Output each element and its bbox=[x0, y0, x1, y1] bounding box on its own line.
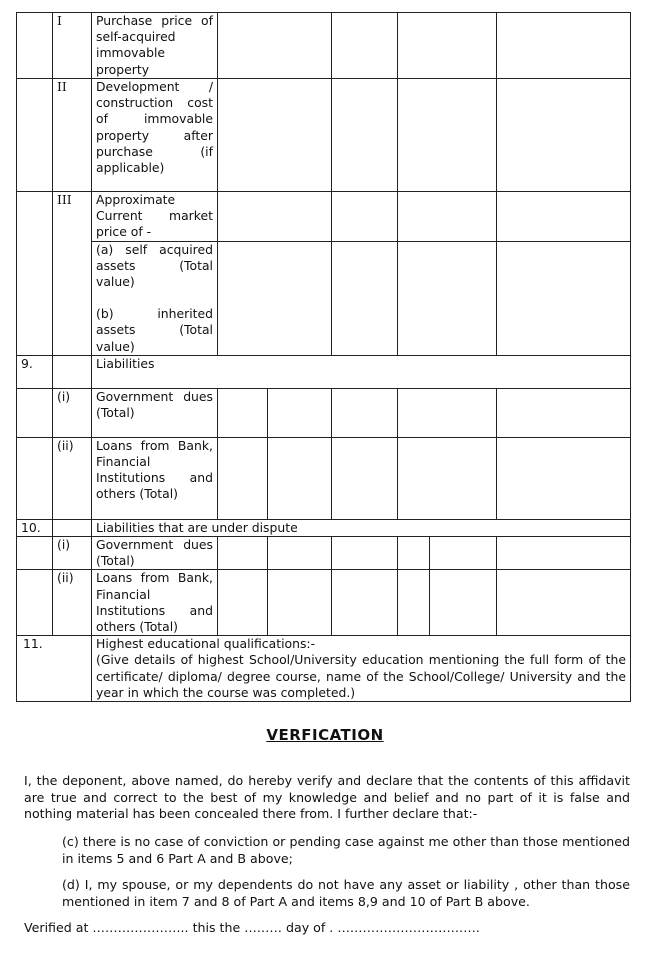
row-description: Purchase price of self-acquired immovable property bbox=[92, 13, 218, 79]
value-cell bbox=[497, 388, 631, 437]
row-number: 9. bbox=[17, 355, 53, 388]
table-row-9 bbox=[17, 355, 631, 388]
value-cell bbox=[332, 13, 398, 79]
row-description: Loans from Bank, Financial Institutions and others (Total) bbox=[92, 437, 218, 519]
value-cell bbox=[218, 79, 332, 192]
row-number: (i) bbox=[53, 388, 92, 437]
value-cell bbox=[497, 79, 631, 192]
row-description: Loans from Bank, Financial Institutions and others (Total) bbox=[92, 570, 218, 636]
qualification-heading: Highest educational qualifications:- bbox=[96, 636, 316, 652]
value-cell bbox=[218, 192, 332, 242]
row-number: III bbox=[53, 192, 92, 356]
value-cell bbox=[332, 79, 398, 192]
value-cell bbox=[332, 192, 398, 242]
declaration-item-c: (c) there is no case of conviction or pending case against me other than those mentioned in items 5 and 6 Part A and B above; bbox=[62, 834, 630, 866]
table-row-iii bbox=[17, 192, 631, 242]
value-cell bbox=[332, 241, 398, 355]
blank-cell bbox=[17, 13, 53, 79]
value-cell bbox=[268, 388, 332, 437]
row-description: Government dues (Total) bbox=[92, 537, 218, 570]
row-number: II bbox=[53, 79, 92, 192]
row-description: Liabilities bbox=[92, 355, 631, 388]
value-cell bbox=[398, 437, 497, 519]
value-cell bbox=[497, 241, 631, 355]
table-row-9-i bbox=[17, 388, 631, 437]
value-cell bbox=[218, 13, 332, 79]
value-cell bbox=[332, 388, 398, 437]
value-cell bbox=[218, 537, 268, 570]
value-cell bbox=[398, 388, 497, 437]
value-cell bbox=[430, 537, 497, 570]
blank-cell bbox=[53, 519, 92, 536]
value-cell bbox=[398, 192, 497, 242]
declaration-item-d: (d) I, my spouse, or my dependents do not have any asset or liability , other than those mentioned in item 7 and 8 of Part A and items 8,9 and 10 of Part B above. bbox=[62, 877, 630, 909]
value-cell bbox=[218, 388, 268, 437]
table-row-i bbox=[17, 13, 631, 79]
row-number: (i) bbox=[53, 537, 92, 570]
blank-cell bbox=[17, 192, 53, 356]
value-cell bbox=[398, 241, 497, 355]
value-cell bbox=[398, 79, 497, 192]
table-row-11 bbox=[17, 636, 631, 702]
row-number: 10. bbox=[17, 519, 53, 536]
value-cell bbox=[332, 570, 398, 636]
subitem-b: (b) inherited assets (Total value) bbox=[96, 306, 213, 354]
value-cell bbox=[497, 192, 631, 242]
value-cell bbox=[398, 537, 430, 570]
table-row-9-ii bbox=[17, 437, 631, 519]
subitem-a: (a) self acquired assets (Total value) bbox=[96, 241, 213, 290]
value-cell bbox=[398, 570, 430, 636]
table-row-10-i bbox=[17, 537, 631, 570]
value-cell bbox=[268, 537, 332, 570]
blank-cell bbox=[17, 437, 53, 519]
assets-liabilities-table bbox=[16, 12, 631, 702]
blank-cell bbox=[17, 388, 53, 437]
row-description bbox=[92, 636, 631, 702]
row-description: Development / construction cost of immovable property after purchase (if applicable) bbox=[92, 79, 218, 192]
blank-cell bbox=[17, 79, 53, 192]
row-number: (ii) bbox=[53, 437, 92, 519]
verification-title: VERFICATION bbox=[266, 726, 384, 744]
row-description: Liabilities that are under dispute bbox=[92, 519, 631, 536]
value-cell bbox=[497, 437, 631, 519]
table-row-10 bbox=[17, 519, 631, 536]
value-cell bbox=[268, 570, 332, 636]
blank-cell bbox=[17, 537, 53, 570]
table-row-iii-sub bbox=[17, 241, 631, 355]
qualification-details: (Give details of highest School/University education mentioning the full form of the certificate/ diploma/ degree course, name of the School/College/ University and the year in which the course was completed.) bbox=[96, 652, 626, 700]
row-description bbox=[92, 241, 218, 355]
row-number: I bbox=[53, 13, 92, 79]
blank-cell bbox=[53, 355, 92, 388]
value-cell bbox=[332, 537, 398, 570]
value-cell bbox=[268, 437, 332, 519]
row-number: 11. bbox=[17, 636, 92, 702]
value-cell bbox=[398, 13, 497, 79]
value-cell bbox=[497, 537, 631, 570]
verification-paragraph: I, the deponent, above named, do hereby verify and declare that the contents of this affidavit are true and correct to the best of my knowledge and belief and no part of it is false and nothing material has been concealed there from. I further declare that:- bbox=[24, 773, 630, 821]
table-row-ii bbox=[17, 79, 631, 192]
value-cell bbox=[497, 570, 631, 636]
value-cell bbox=[218, 241, 332, 355]
value-cell bbox=[332, 437, 398, 519]
row-description: Government dues (Total) bbox=[92, 388, 218, 437]
row-description: Approximate Current market price of - bbox=[92, 192, 218, 242]
row-number: (ii) bbox=[53, 570, 92, 636]
value-cell bbox=[430, 570, 497, 636]
blank-cell bbox=[17, 570, 53, 636]
verified-at-line: Verified at ………………….. this the ……… day of . ……………………………. bbox=[24, 920, 480, 935]
value-cell bbox=[497, 13, 631, 79]
value-cell bbox=[218, 437, 268, 519]
value-cell bbox=[218, 570, 268, 636]
table-row-10-ii bbox=[17, 570, 631, 636]
